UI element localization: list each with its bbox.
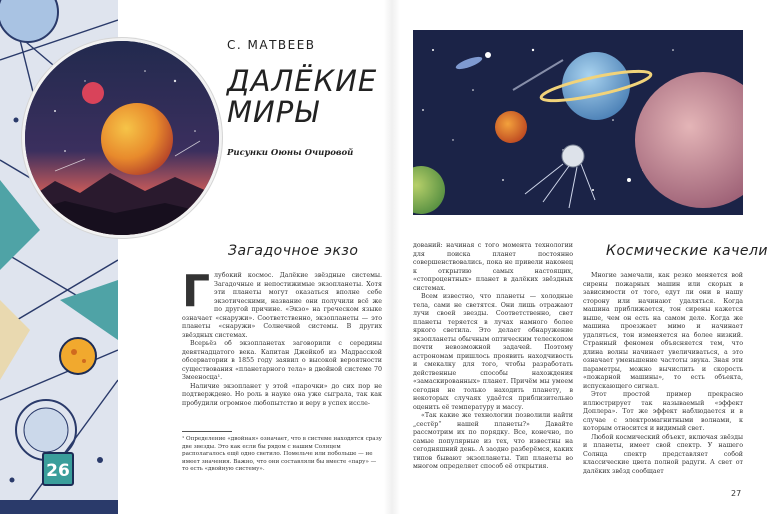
title-line-1: ДАЛЁКИЕ (227, 64, 378, 98)
footnote-rule (182, 431, 232, 432)
paragraph-9: Любой космический объект, включая звёзды и планеты, имеет свой спектр. У нашего Солнца спектр представляет собой классические цвета полной радуги. А свет от далёких звёзд сообщает (583, 433, 743, 475)
section-heading-exo: Загадочное экзо (228, 243, 359, 259)
page-gutter (384, 0, 400, 514)
text-column-3 (583, 272, 743, 476)
footnote: ¹ Определение «двойная» означает, что в системе находятся сразу две звезды. Это как если бы рядом с нашим Солнцем располагалось ещё одно светило. Помельче или побольше — не имеет значения. Важно, что они составляли бы вместе «пару» — то есть «двойную систему». (182, 436, 382, 473)
planets-sunset-image (25, 41, 222, 238)
paragraph-8: Этот простой пример прекрасно иллюстрирует так называемый «эффект Доплера». Тот же эффект наблюдается и в случае с электромагнитными волнами, к которым относится и видимый свет. (583, 391, 743, 432)
page-number-left: 26 (42, 452, 74, 486)
space-illustration (413, 30, 743, 215)
title-line-2: МИРЫ (227, 95, 319, 129)
planet-circle-illustration (22, 38, 222, 238)
author-name: С. МАТВЕЕВ (227, 38, 316, 52)
paragraph-1: Глубокий космос. Далёкие звёздные системы. Загадочные и непостижимые экзопланеты. Хотя эти планеты могут оказаться вполне себе экзотическими, название они получили всё же по другой причине. «Экзо» на греческом языке означает «снаружи». Соответственно, экзопланеты — это планеты «снаружи» Солнечной системы. В других звёздных системах. (182, 266, 382, 339)
illustrator-credit: Рисунки Оюны Очировой (227, 148, 354, 158)
drop-cap: Г (182, 266, 211, 317)
page-number-right: 27 (731, 489, 742, 498)
paragraph-2: Всерьёз об экзопланетах заговорили с середины девятнадцатого века. Капитан Джейкоб из Мадрасской обсерватории в 1855 году заявил о высокой вероятности существования «планетарного тела» в двойной системе 70 Змееносца¹. (182, 340, 382, 381)
paragraph-6: «Так какие же технологии позволили найти „сестёр“ нашей планеты?» Давайте рассмотрим их по порядку. Все, конечно, по самые популярные из тех, что известны на сегодняшний день. А заодно разберёмся, каких типов бывают экзопланеты. Тип планеты во многом определяет способ её открытия. (413, 412, 573, 470)
paragraph-7: Многие замечали, как резко меняется вой сирены пожарных машин или скорых в зависимости от того, едут ли они в нашу сторону или начинают удаляться. Когда машина приближается, тон сирены кажется выше, чем он есть на самом деле. Когда же машина проезжает мимо и начинает удаляться, тон изменяется на более низкий. Странный феномен объясняется тем, что длина волны начинает увеличиваться, а это означает уменьшение частоты звука. Зная эти параметры, можно вычислить и скорость «пожарной машины», то есть объекта, испускающего сигнал. (583, 272, 743, 390)
planets-satellite-image (413, 30, 743, 215)
text-column-2 (413, 242, 573, 472)
paragraph-4: дований: начиная с того момента технологии для поиска планет постоянно совершенствовались, пока не привели наконец к открытию самых настоящих, «стопроцентных» планет в далёких звёздных системах. (413, 242, 573, 292)
article-title (227, 66, 377, 128)
paragraph-5: Всем известно, что планеты — холодные тела, сами не светятся. Они лишь отражают лучи своей звезды. Соответственно, свет планеты теряется в лучах намного более яркого светила. Это делает обнаружение экзопланеты обычным оптическим телескопом почти невозможной задачей. Поэтому астрономам пришлось проявить находчивость и смекалку для того, чтобы разработать действенные способы нахождения «замаскированных» планет. Причём мы умеем сегодня не только находить планету, в некоторых случаях удаётся приблизительно оценить её температуру и массу. (413, 293, 573, 411)
text-column-1 (182, 266, 382, 408)
section-heading-swing: Космические качели (606, 243, 769, 259)
paragraph-3: Наличие экзопланет у этой «парочки» до сих пор не подтверждено. Но роль в науке она уже сыграла, так как пробудили огромное любопытство и веру в успех иссле- (182, 382, 382, 407)
